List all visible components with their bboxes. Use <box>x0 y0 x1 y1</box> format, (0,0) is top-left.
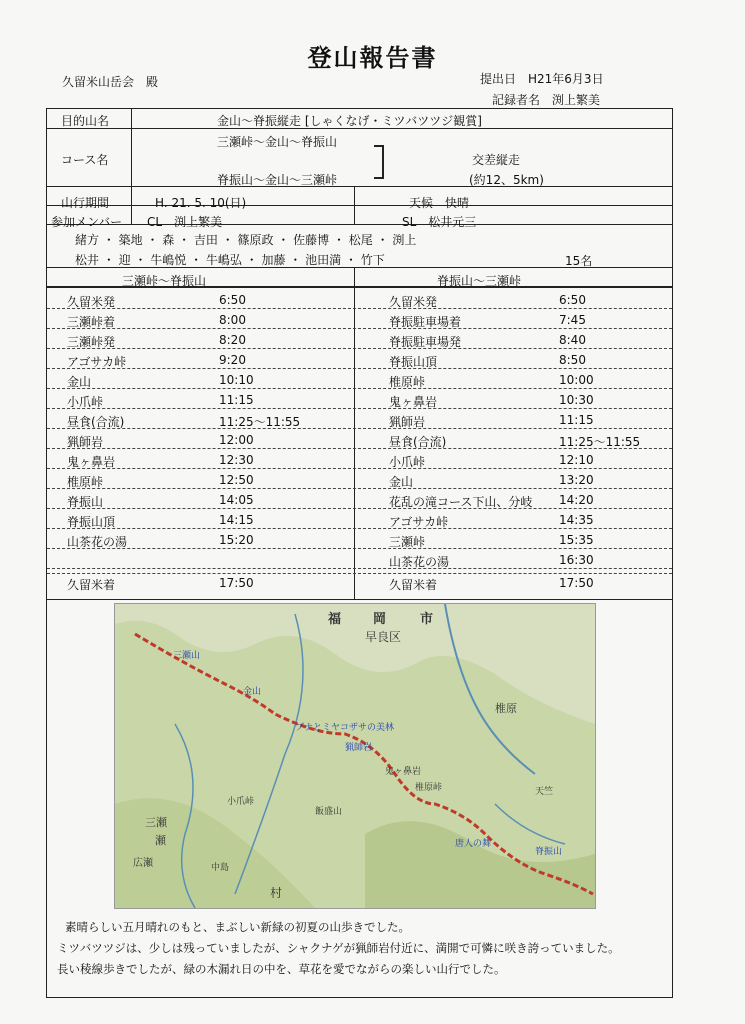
members-row <box>47 205 672 225</box>
map-label: 金山 <box>243 687 262 697</box>
period-value: H. 21. 5. 10(日) <box>155 196 247 210</box>
row-separator <box>47 468 672 469</box>
row-separator <box>47 548 672 549</box>
map-label: 瀬 <box>155 834 166 847</box>
right-time: 15:35 <box>559 533 594 547</box>
map-label: 脊振山 <box>535 847 563 857</box>
map-label: 中島 <box>211 863 230 873</box>
right-place: 久留米発 <box>389 295 438 309</box>
club-name: 久留米山岳会 殿 <box>62 75 159 89</box>
course-line2: 脊振山〜金山〜三瀬峠 <box>217 173 338 187</box>
comment-line: 素晴らしい五月晴れのもと、まぶしい新緑の初夏の山歩きでした。 <box>65 920 410 934</box>
left-place: 鬼ヶ鼻岩 <box>67 455 116 469</box>
left-place: アゴサカ峠 <box>67 355 127 369</box>
members-line1: 緒方 ・ 築地 ・ 森 ・ 吉田 ・ 篠原政 ・ 佐藤博 ・ 松尾 ・ 渕上 <box>75 233 417 247</box>
row-separator <box>47 348 672 349</box>
right-place: 久留米着 <box>389 578 438 592</box>
right-place: 脊振駐車場着 <box>389 315 462 329</box>
comment-line: 長い稜線歩きでしたが、緑の木漏れ日の中を、草花を愛でながらの楽しい山行でした。 <box>57 962 506 976</box>
course-label: コース名 <box>61 153 109 167</box>
map-label: 福 <box>328 612 342 627</box>
members-count: 15名 <box>565 254 593 268</box>
right-place: 鬼ヶ鼻岩 <box>389 395 438 409</box>
left-place: 金山 <box>67 375 92 389</box>
left-time: 12:30 <box>219 453 254 467</box>
row-separator <box>47 428 672 429</box>
map-label: 市 <box>420 612 434 627</box>
right-place: アゴサカ峠 <box>389 515 449 529</box>
members-cl: CL 渕上繁美 <box>147 215 223 229</box>
map-label: 三瀬山 <box>173 651 201 661</box>
period-divider <box>354 186 355 224</box>
schedule-bottom-line <box>47 599 672 600</box>
left-time: 12:50 <box>219 473 254 487</box>
row-separator <box>47 388 672 389</box>
left-time: 8:00 <box>219 313 246 327</box>
row-separator <box>47 528 672 529</box>
right-time: 8:50 <box>559 353 586 367</box>
report-title: 登山報告書 <box>307 44 438 72</box>
right-place: 山茶花の湯 <box>389 555 450 569</box>
course-bracket <box>374 145 384 179</box>
right-time: 11:15 <box>559 413 594 427</box>
course-distance: (約12、5km) <box>469 173 544 187</box>
right-place: 猟師岩 <box>389 415 426 429</box>
schedule-top-line <box>47 287 672 288</box>
right-time: 10:00 <box>559 373 594 387</box>
right-place: 金山 <box>389 475 414 489</box>
map-label: 広瀬 <box>133 858 153 869</box>
left-place: 昼食(合流) <box>67 415 125 429</box>
members-label: 参加メンバー <box>51 215 123 229</box>
right-place: 三瀬峠 <box>389 535 426 549</box>
left-place: 小爪峠 <box>67 395 104 409</box>
right-time: 12:10 <box>559 453 594 467</box>
period-label: 山行期間 <box>61 196 110 210</box>
right-place: 昼食(合流) <box>389 435 447 449</box>
members-sl: SL 松井元三 <box>402 215 477 229</box>
row-separator <box>47 568 672 569</box>
map-label: 鬼ヶ鼻岩 <box>385 767 422 777</box>
left-time: 11:15 <box>219 393 254 407</box>
left-place: 山茶花の湯 <box>67 535 128 549</box>
left-time: 8:20 <box>219 333 246 347</box>
members-line2: 松井 ・ 迎 ・ 牛嶋悦 ・ 牛嶋弘 ・ 加藤 ・ 池田満 ・ 竹下 <box>75 253 385 267</box>
route-map <box>114 603 596 909</box>
map-label: 早良区 <box>365 630 402 644</box>
right-place: 小爪峠 <box>389 455 426 469</box>
map-label: 猟師岩 <box>345 743 373 753</box>
weather: 天候 快晴 <box>409 196 470 210</box>
map-label: 岡 <box>373 612 387 627</box>
right-time: 6:50 <box>559 293 586 307</box>
left-place: 久留米発 <box>67 295 116 309</box>
left-time: 9:20 <box>219 353 246 367</box>
right-time: 17:50 <box>559 576 594 590</box>
row-separator <box>47 448 672 449</box>
left-place: 椎原峠 <box>67 475 104 489</box>
row-separator <box>47 308 672 309</box>
left-time: 11:25〜11:55 <box>219 415 301 429</box>
left-place: 脊振山頂 <box>67 515 116 529</box>
left-place: 三瀬峠着 <box>67 315 116 329</box>
right-place: 脊振山頂 <box>389 355 438 369</box>
left-time: 14:05 <box>219 493 254 507</box>
row-separator <box>47 408 672 409</box>
right-time: 14:35 <box>559 513 594 527</box>
comment-line: ミツバツツジは、少しは残っていましたが、シャクナゲが猟師岩付近に、満開で可憐に咲き誇っていました。 <box>57 941 620 955</box>
right-time: 7:45 <box>559 313 586 327</box>
right-route-header: 脊振山〜三瀬峠 <box>437 274 522 288</box>
map-label: 椎原 <box>495 702 517 715</box>
left-place: 猟師岩 <box>67 435 104 449</box>
report-date: 提出日 H21年6月3日 <box>480 72 604 86</box>
map-label: 唐人の舞 <box>455 839 492 849</box>
row-separator <box>47 488 672 489</box>
right-place: 椎原峠 <box>389 375 426 389</box>
right-time: 13:20 <box>559 473 594 487</box>
right-place: 花乱の滝コース下山、分岐 <box>389 495 533 509</box>
left-time: 12:00 <box>219 433 254 447</box>
map-label: ブナとミヤコザサの美林 <box>295 723 395 733</box>
map-label: 椎原峠 <box>415 783 443 793</box>
row-separator <box>47 328 672 329</box>
mountain-value: 金山〜脊振縦走 [しゃくなげ・ミツバツツジ観賞] <box>217 114 482 128</box>
left-place: 脊振山 <box>67 495 104 509</box>
course-line1: 三瀬峠〜金山〜脊振山 <box>217 135 338 149</box>
left-time: 15:20 <box>219 533 254 547</box>
left-place: 久留米着 <box>67 578 116 592</box>
left-time: 10:10 <box>219 373 254 387</box>
map-label: 三瀬 <box>145 816 167 829</box>
left-time: 14:15 <box>219 513 254 527</box>
right-time: 16:30 <box>559 553 594 567</box>
row-separator <box>47 573 672 574</box>
period-row <box>47 186 672 206</box>
mountain-label: 目的山名 <box>61 114 110 128</box>
left-place: 三瀬峠発 <box>67 335 116 349</box>
row-separator <box>47 368 672 369</box>
map-label: 飯盛山 <box>315 807 343 817</box>
course-row <box>47 128 672 187</box>
left-route-header: 三瀬峠〜脊振山 <box>122 274 207 288</box>
right-time: 11:25〜11:55 <box>559 435 641 449</box>
map-label: 村 <box>270 886 283 900</box>
map-label: 小爪峠 <box>227 797 255 807</box>
map-label: 天竺 <box>535 787 554 797</box>
label-column-divider <box>131 109 132 224</box>
left-time: 17:50 <box>219 576 254 590</box>
row-separator <box>47 508 672 509</box>
right-time: 14:20 <box>559 493 594 507</box>
schedule-divider <box>354 267 355 600</box>
right-time: 8:40 <box>559 333 586 347</box>
course-type: 交差縦走 <box>472 153 521 167</box>
left-time: 6:50 <box>219 293 246 307</box>
right-place: 脊振駐車場発 <box>389 335 462 349</box>
recorder-name: 記録者名 渕上繁美 <box>492 93 601 107</box>
right-time: 10:30 <box>559 393 594 407</box>
